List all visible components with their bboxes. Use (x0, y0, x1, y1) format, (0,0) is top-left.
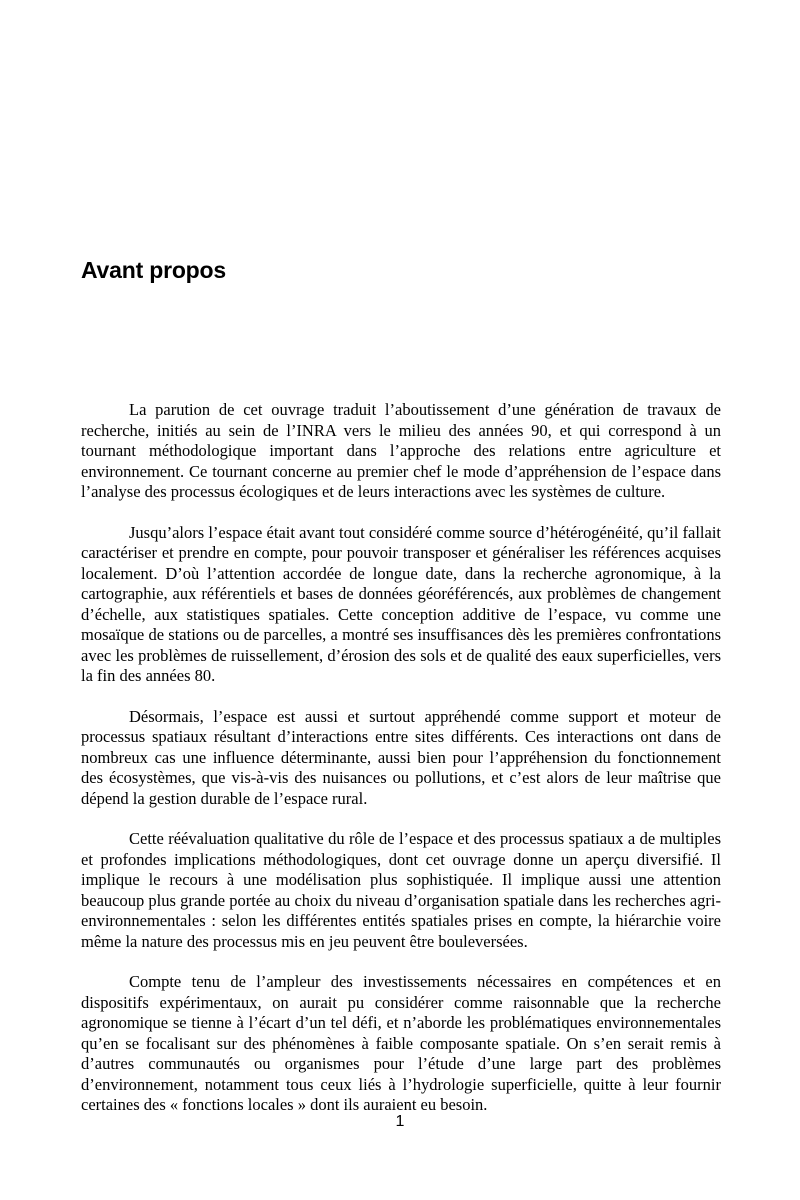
paragraph-5: Compte tenu de l’ampleur des investissements nécessaires en compétences et en dispositifs expérimentaux, on aurait pu considérer comme raisonnable que la recherche agronomique se tienne à l’écart d’un tel défi, et n’aborde les problématiques environnementales qu’en se focalisant sur des phénomènes à faible composante spatiale. On s’en serait remis à d’autres communautés ou organismes pour l’étude d’une large part des problèmes d’environnement, notamment tous ceux liés à l’hydrologie superficielle, quitte à leur fournir certaines des « fonctions locales » dont ils auraient eu besoin. (81, 972, 721, 1114)
paragraph-3: Désormais, l’espace est aussi et surtout appréhendé comme support et moteur de processus spatiaux résultant d’interactions entre sites différents. Ces interactions ont dans de nombreux cas une influence déterminante, aussi bien pour l’appréhension du fonctionnement des écosystèmes, que vis-à-vis des nuisances ou pollutions, et c’est alors de leur maîtrise que dépend la gestion durable de l’espace rural. (81, 706, 721, 808)
page-number: 1 (395, 1113, 405, 1130)
body-text (81, 400, 721, 1136)
paragraph-4: Cette réévaluation qualitative du rôle de l’espace et des processus spatiaux a de multiples et profondes implications méthodologiques, dont cet ouvrage donne un aperçu diversifié. Il implique le recours à une modélisation plus sophistiquée. Il implique aussi une attention beaucoup plus grande portée au choix du niveau d’organisation spatiale dans les recherches agri-environnementales : selon les différentes entités spatiales prises en compte, la hiérarchie voire même la nature des processus mis en jeu peuvent être bouleversées. (81, 829, 721, 951)
paragraph-1: La parution de cet ouvrage traduit l’aboutissement d’une génération de travaux de recherche, initiés au sein de l’INRA vers le milieu des années 90, et qui correspond à un tournant méthodologique important dans l’approche des relations entre agriculture et environnement. Ce tournant concerne au premier chef le mode d’appréhension de l’espace dans l’analyse des processus écologiques et de leurs interactions avec les systèmes de culture. (81, 400, 721, 501)
page-title: Avant propos (81, 257, 226, 283)
paragraph-2: Jusqu’alors l’espace était avant tout considéré comme source d’hétérogénéité, qu’il fallait caractériser et prendre en compte, pour pouvoir transposer et généraliser les références acquises localement. D’où l’attention accordée de longue date, dans la recherche agronomique, à la cartographie, aux référentiels et bases de données géoréférencés, aux problèmes de changement d’échelle, aux statistiques spatiales. Cette conception additive de l’espace, vu comme une mosaïque de stations ou de parcelles, a montré ses insuffisances dès les premières confrontations avec les problèmes de ruissellement, d’érosion des sols et de qualité des eaux superficielles, vers la fin des années 80. (81, 522, 721, 685)
